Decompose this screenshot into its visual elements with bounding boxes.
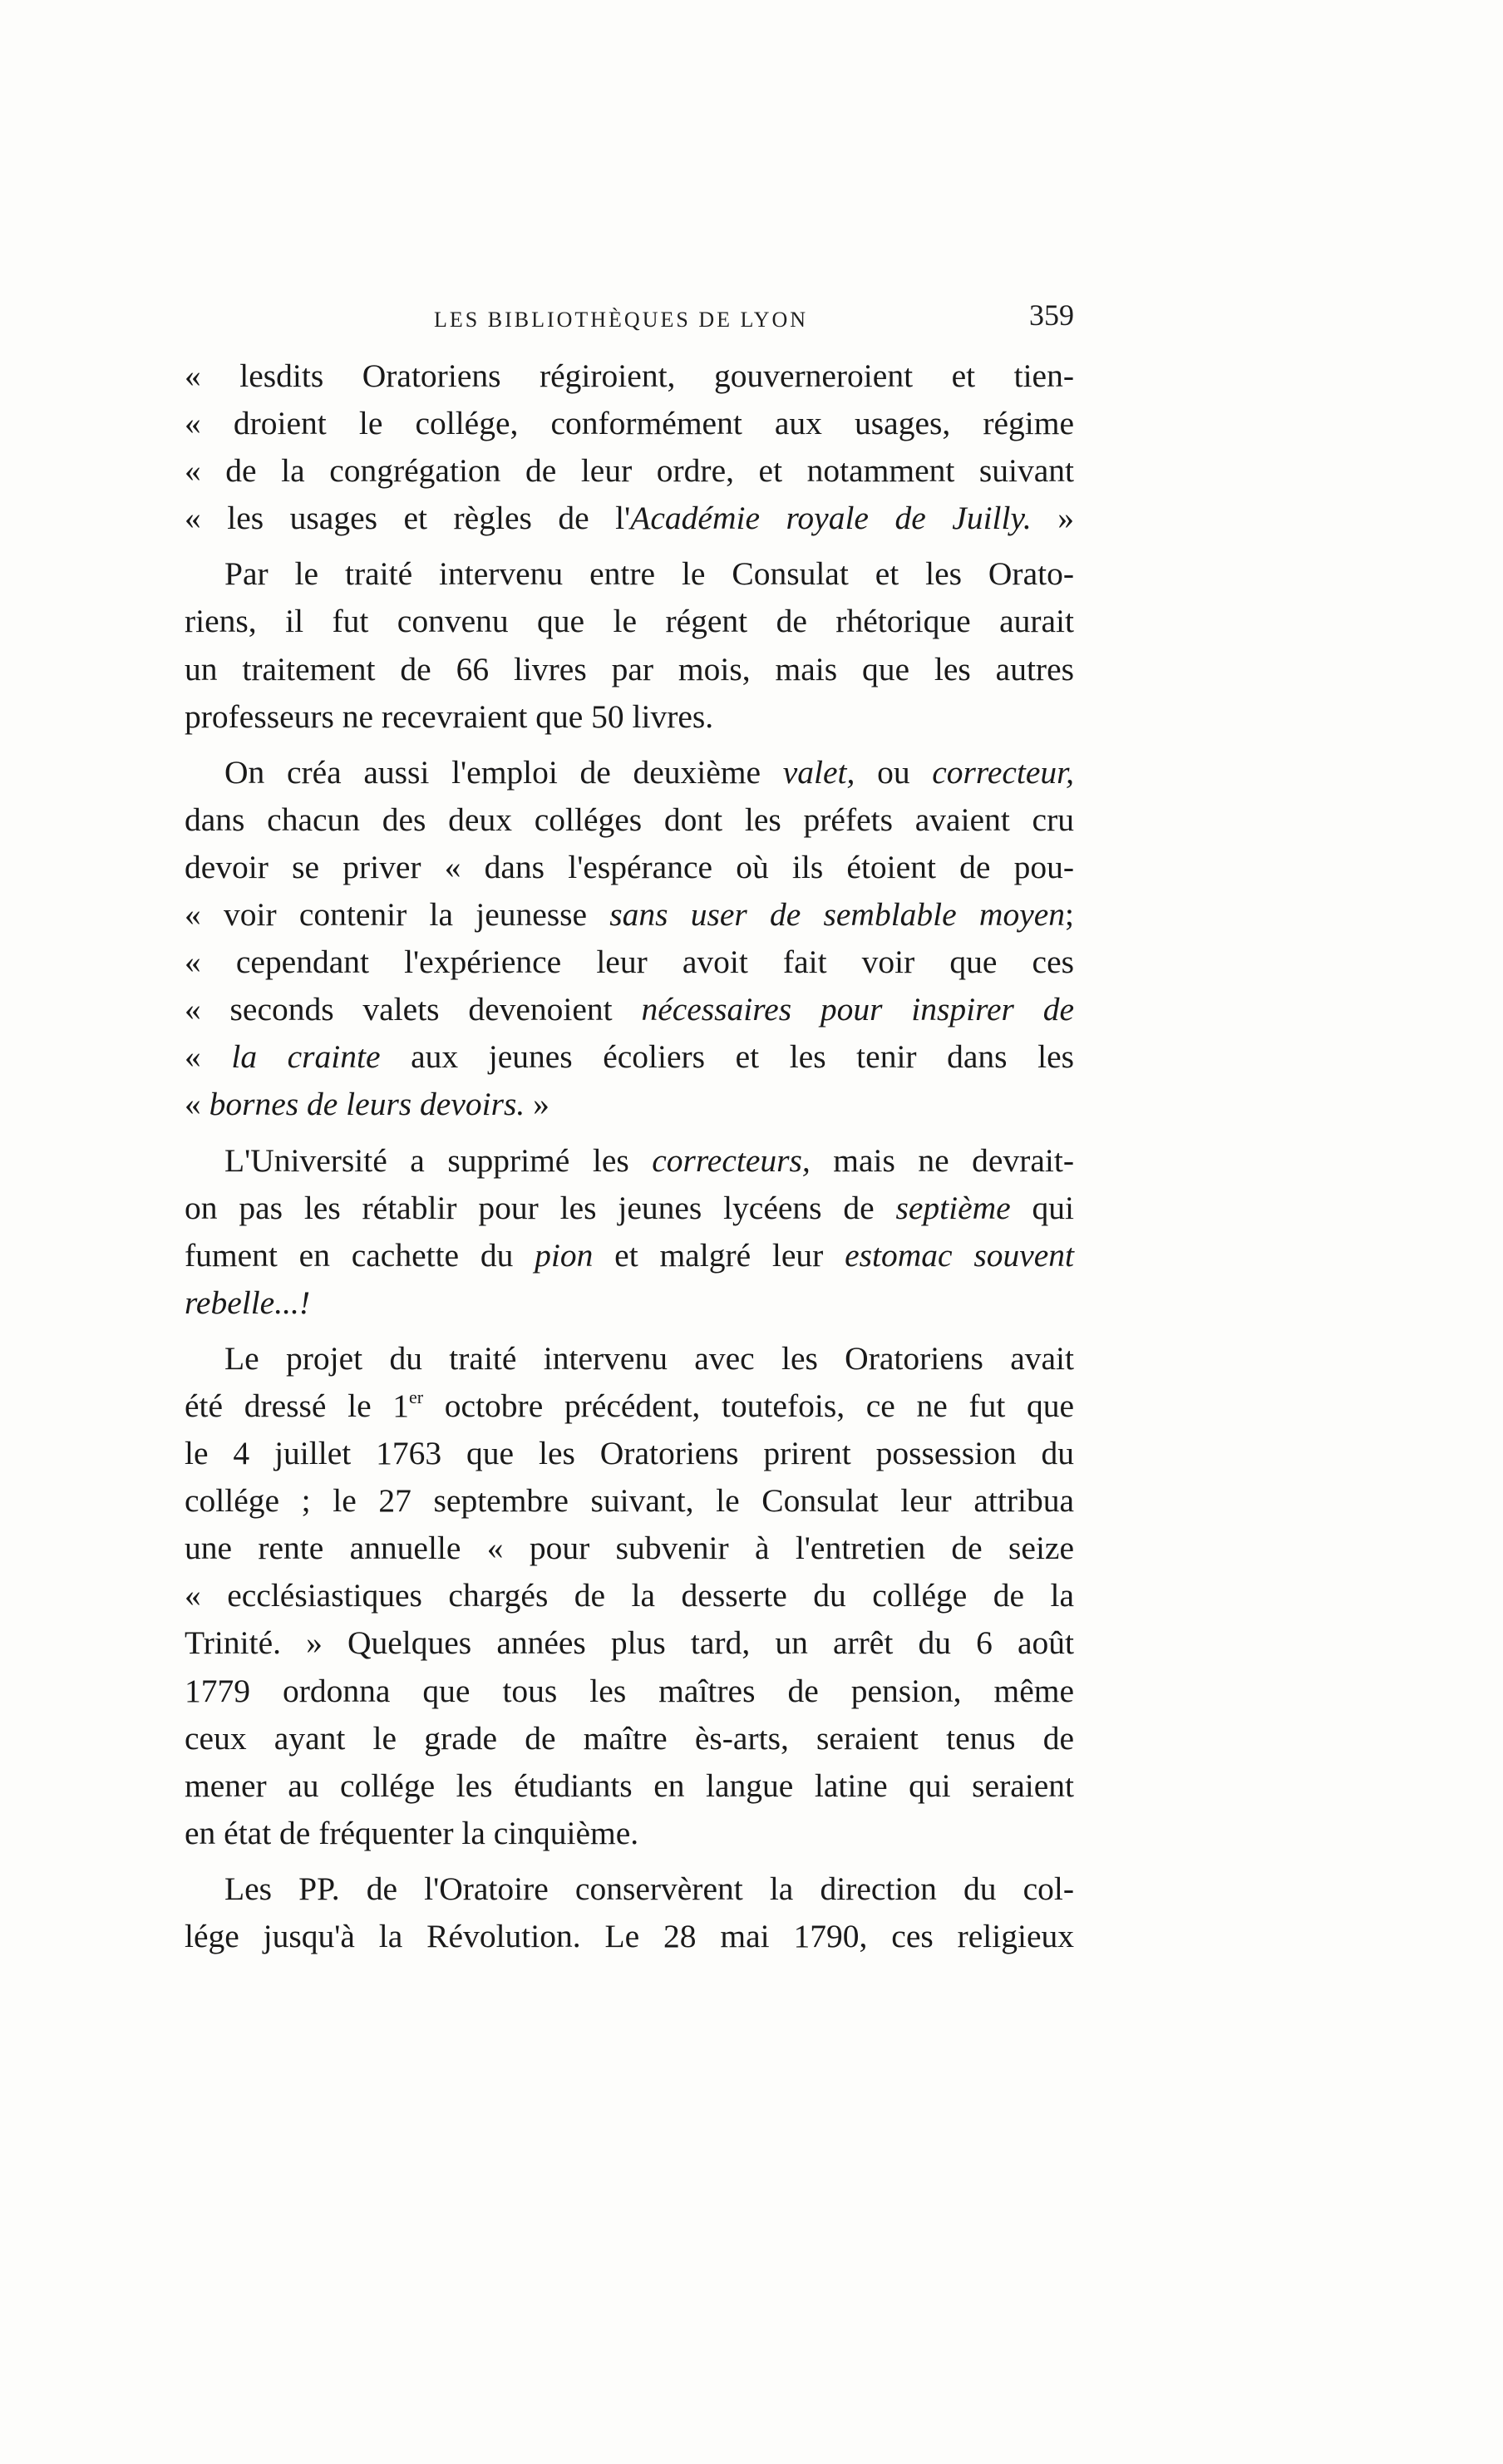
- text-line: Le projet du traité intervenu avec les Oratoriens avait: [224, 1339, 1074, 1377]
- text-line: « ecclésiastiques chargés de la desserte du collége de la: [185, 1577, 1074, 1614]
- text-line: collége ; le 27 septembre suivant, le Consulat leur attribua: [185, 1482, 1074, 1520]
- text-line: Trinité. » Quelques années plus tard, un arrêt du 6 août: [185, 1624, 1074, 1662]
- text-line: professeurs ne recevraient que 50 livres.: [185, 697, 714, 735]
- text-line: L'Université a supprimé les correcteurs, mais ne devrait-: [224, 1141, 1074, 1179]
- text-line: le 4 juillet 1763 que les Oratoriens prirent possession du: [185, 1435, 1074, 1472]
- text-line: devoir se priver « dans l'espérance où ils étoient de pou-: [185, 848, 1074, 885]
- paragraph: [185, 1865, 1074, 1960]
- text-line: « la crainte aux jeunes écoliers et les tenir dans les: [185, 1038, 1075, 1076]
- page-header: [185, 293, 1074, 342]
- text-line: « bornes de leurs devoirs. »: [185, 1086, 549, 1123]
- paragraph: [185, 749, 1074, 1129]
- paragraph: [185, 1335, 1074, 1857]
- page-number: 359: [1029, 298, 1074, 332]
- text-line: riens, il fut convenu que le régent de rhétorique aurait: [185, 603, 1074, 640]
- text-line: dans chacun des deux colléges dont les préfets avaient cru: [185, 801, 1074, 838]
- paragraph: [185, 352, 1074, 542]
- running-title: LES BIBLIOTHÈQUES DE LYON: [434, 308, 809, 332]
- text-line: « les usages et règles de l'Académie royale de Juilly. »: [185, 500, 1074, 537]
- text-line: « lesdits Oratoriens régiroient, gouverneroient et tien-: [185, 357, 1074, 394]
- paragraph: [185, 550, 1074, 740]
- body-text: [185, 352, 1074, 1969]
- text-line: fument en cachette du pion et malgré leur estomac souvent: [185, 1236, 1074, 1274]
- text-line: une rente annuelle « pour subvenir à l'entretien de seize: [185, 1530, 1074, 1567]
- text-line: 1779 ordonna que tous les maîtres de pension, même: [185, 1672, 1074, 1709]
- text-line: lége jusqu'à la Révolution. Le 28 mai 1790, ces religieux: [185, 1918, 1074, 1954]
- text-line: mener au collége les étudiants en langue latine qui seraient: [185, 1767, 1074, 1804]
- text-line: été dressé le 1er octobre précédent, toutefois, ce ne fut que: [185, 1386, 1075, 1424]
- text-line: « droient le collége, conformément aux usages, régime: [185, 405, 1074, 442]
- paragraph: [185, 1137, 1074, 1327]
- text-line: « seconds valets devenoient nécessaires pour inspirer de: [185, 991, 1074, 1028]
- text-line: en état de fréquenter la cinquième.: [185, 1814, 639, 1851]
- text-line: Les PP. de l'Oratoire conservèrent la direction du col-: [224, 1870, 1074, 1907]
- text-line: Par le traité intervenu entre le Consulat et les Orato-: [224, 555, 1074, 593]
- text-line: ceux ayant le grade de maître ès-arts, seraient tenus de: [185, 1719, 1074, 1757]
- text-line: rebelle...!: [185, 1284, 310, 1321]
- text-line: on pas les rétablir pour les jeunes lycéens de septième qui: [185, 1189, 1074, 1226]
- text-line: « voir contenir la jeunesse sans user de semblable moyen;: [185, 896, 1074, 934]
- text-line: un traitement de 66 livres par mois, mais que les autres: [185, 650, 1074, 687]
- text-line: On créa aussi l'emploi de deuxième valet, ou correcteur,: [224, 753, 1075, 791]
- text-line: « cependant l'expérience leur avoit fait voir que ces: [185, 944, 1074, 981]
- text-line: « de la congrégation de leur ordre, et notamment suivant: [185, 452, 1074, 490]
